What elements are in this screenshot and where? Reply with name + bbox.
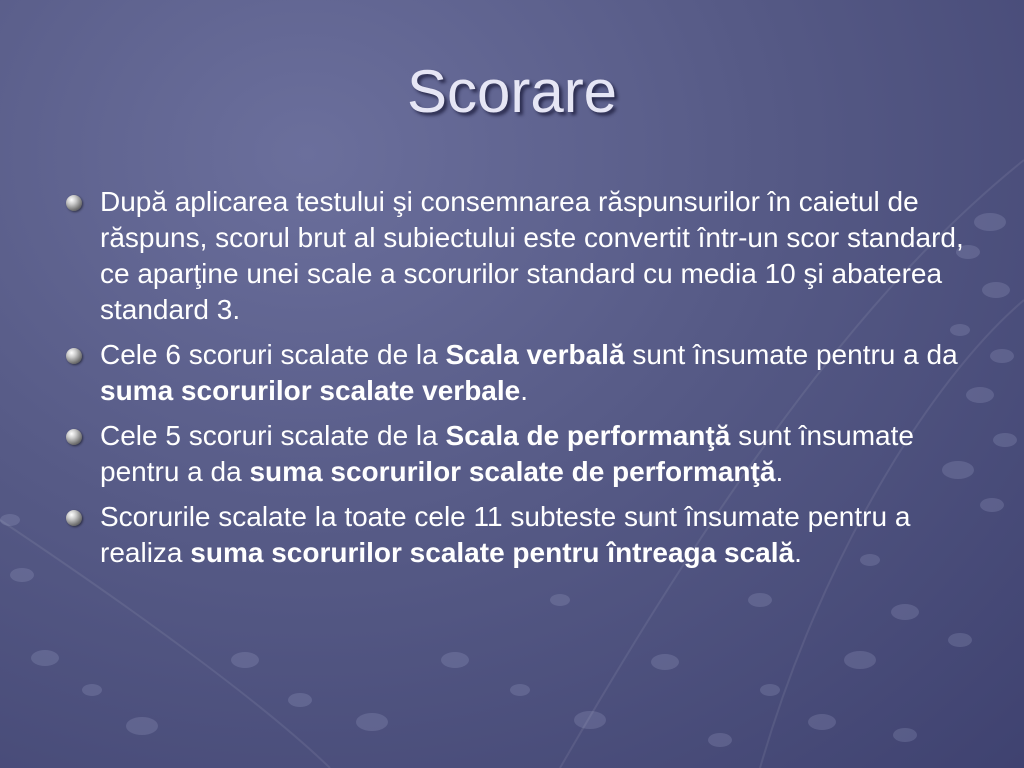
bullet-text-bold: suma scorurilor scalate pentru întreaga scală <box>190 537 795 568</box>
bullet-item <box>66 418 966 490</box>
bullet-text-bold: suma scorurilor scalate de performanţă <box>249 456 776 487</box>
bullet-text-segment: sunt însumate pentru a da <box>100 420 914 487</box>
bullet-text-bold: Scala verbală <box>445 339 625 370</box>
bullet-text <box>100 501 910 568</box>
bullet-text <box>100 339 958 406</box>
bullet-text-segment: . <box>794 537 802 568</box>
bullet-text-segment: Cele 5 scoruri scalate de la <box>100 420 446 451</box>
bullet-text-segment: După aplicarea testului şi consemnarea răspunsurilor în caietul de răspuns, scorul brut al subiectului este convertit într-un scor standard, ce aparţine unei scale a scorurilor standard cu media 10 şi abaterea standard 3. <box>100 186 964 325</box>
bullet-item <box>66 499 966 571</box>
slide-title: Scorare <box>406 58 618 125</box>
bullet-item <box>66 184 966 328</box>
bullet-text-segment: . <box>775 456 784 487</box>
bullet-text-segment: . <box>520 375 528 406</box>
bullet-text <box>100 186 964 325</box>
sphere-bullet-icon <box>66 195 82 211</box>
bullet-text-segment: sunt însumate pentru a da <box>624 339 958 370</box>
bullet-list <box>66 184 966 580</box>
sphere-bullet-icon <box>66 348 82 364</box>
sphere-bullet-icon <box>66 510 82 526</box>
bullet-text-segment: Scorurile scalate la toate cele 11 subteste sunt însumate pentru a realiza <box>100 501 911 568</box>
sphere-bullet-icon <box>66 429 82 445</box>
bullet-text-bold: suma scorurilor scalate verbale <box>100 375 521 406</box>
bullet-item <box>66 337 966 409</box>
bullet-text-bold: Scala de performanţă <box>445 420 731 451</box>
bullet-text <box>100 420 914 487</box>
bullet-text-segment: Cele 6 scoruri scalate de la <box>100 339 446 370</box>
